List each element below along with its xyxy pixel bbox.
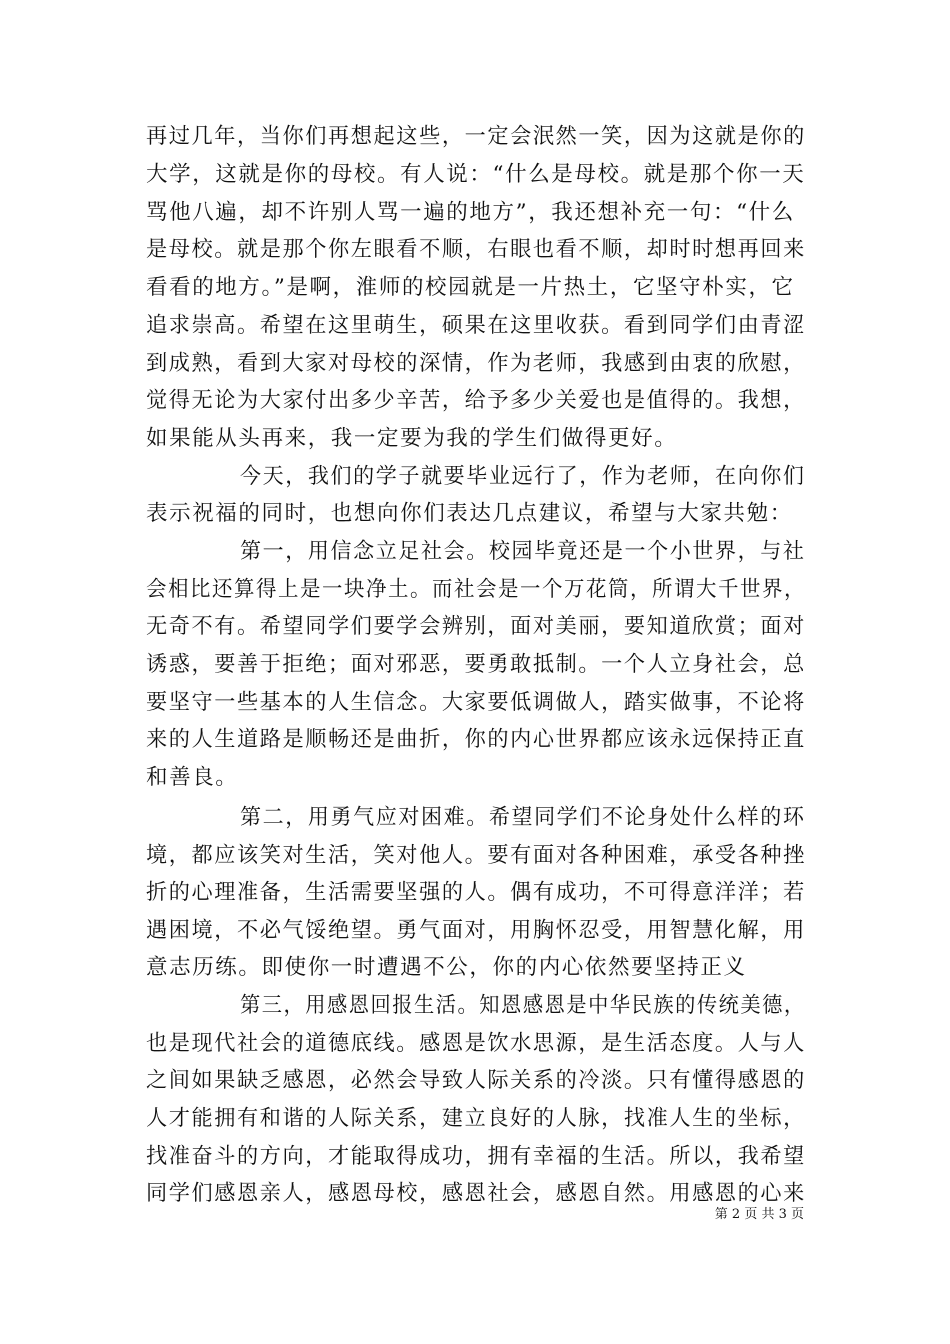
text-line: 到成熟，看到大家对母校的深情，作为老师，我感到由衷的欣慰， <box>146 351 806 376</box>
text-line: 追求崇高。希望在这里萌生，硕果在这里收获。看到同学们由青涩 <box>146 313 806 338</box>
text-line: 如果能从头再来，我一定要为我的学生们做得更好。 <box>146 426 678 451</box>
page-number-footer: 第 2 页 共 3 页 <box>714 1207 804 1222</box>
text-line: 要坚守一些基本的人生信念。大家要低调做人，踏实做事，不论将 <box>146 690 806 715</box>
text-line: 遇困境，不必气馁绝望。勇气面对，用胸怀忍受，用智慧化解，用 <box>146 918 806 943</box>
text-line: 人才能拥有和谐的人际关系，建立良好的人脉，找准人生的坐标， <box>146 1106 806 1131</box>
text-line: 无奇不有。希望同学们要学会辨别，面对美丽，要知道欣赏；面对 <box>146 614 806 639</box>
text-line: 看看的地方。”是啊，淮师的校园就是一片热土，它坚守朴实，它 <box>146 275 795 300</box>
text-line: 大学，这就是你的母校。有人说：“什么是母校。就是那个你一天 <box>146 162 806 187</box>
text-line: 表示祝福的同时，也想向你们表达几点建议，希望与大家共勉： <box>146 501 793 526</box>
text-line: 和善良。 <box>146 765 239 790</box>
text-line: 第二，用勇气应对困难。希望同学们不论身处什么样的环 <box>240 805 806 830</box>
text-line: 也是现代社会的道德底线。感恩是饮水思源，是生活态度。人与人 <box>146 1031 806 1056</box>
text-line: 今天，我们的学子就要毕业远行了，作为老师，在向你们 <box>240 464 806 489</box>
text-line: 第一，用信念立足社会。校园毕竟还是一个小世界，与社 <box>240 539 806 564</box>
text-line: 诱惑，要善于拒绝；面对邪恶，要勇敢抵制。一个人立身社会，总 <box>146 652 806 677</box>
text-line: 再过几年，当你们再想起这些，一定会泯然一笑，因为这就是你的 <box>146 124 806 149</box>
text-line: 意志历练。即使你一时遭遇不公，你的内心依然要坚持正义 <box>146 955 747 980</box>
text-line: 觉得无论为大家付出多少辛苦，给予多少关爱也是值得的。我想， <box>146 388 806 413</box>
text-line: 找准奋斗的方向，才能取得成功，拥有幸福的生活。所以，我希望 <box>146 1144 806 1169</box>
text-line: 骂他八遍，却不许别人骂一遍的地方”，我还想补充一句：“什么 <box>146 200 795 225</box>
text-line: 折的心理准备，生活需要坚强的人。偶有成功，不可得意洋洋；若 <box>146 880 806 905</box>
text-line: 境，都应该笑对生活，笑对他人。要有面对各种困难，承受各种挫 <box>146 843 806 868</box>
text-line: 会相比还算得上是一块净土。而社会是一个万花筒，所谓大千世界， <box>146 577 807 602</box>
text-line: 来的人生道路是顺畅还是曲折，你的内心世界都应该永远保持正直 <box>146 727 806 752</box>
text-line: 第三，用感恩回报生活。知恩感恩是中华民族的传统美德， <box>240 993 806 1018</box>
text-line: 同学们感恩亲人，感恩母校，感恩社会，感恩自然。用感恩的心来 <box>146 1181 806 1206</box>
text-line: 之间如果缺乏感恩，必然会导致人际关系的冷淡。只有懂得感恩的 <box>146 1068 806 1093</box>
text-line: 是母校。就是那个你左眼看不顺，右眼也看不顺，却时时想再回来 <box>146 237 806 262</box>
